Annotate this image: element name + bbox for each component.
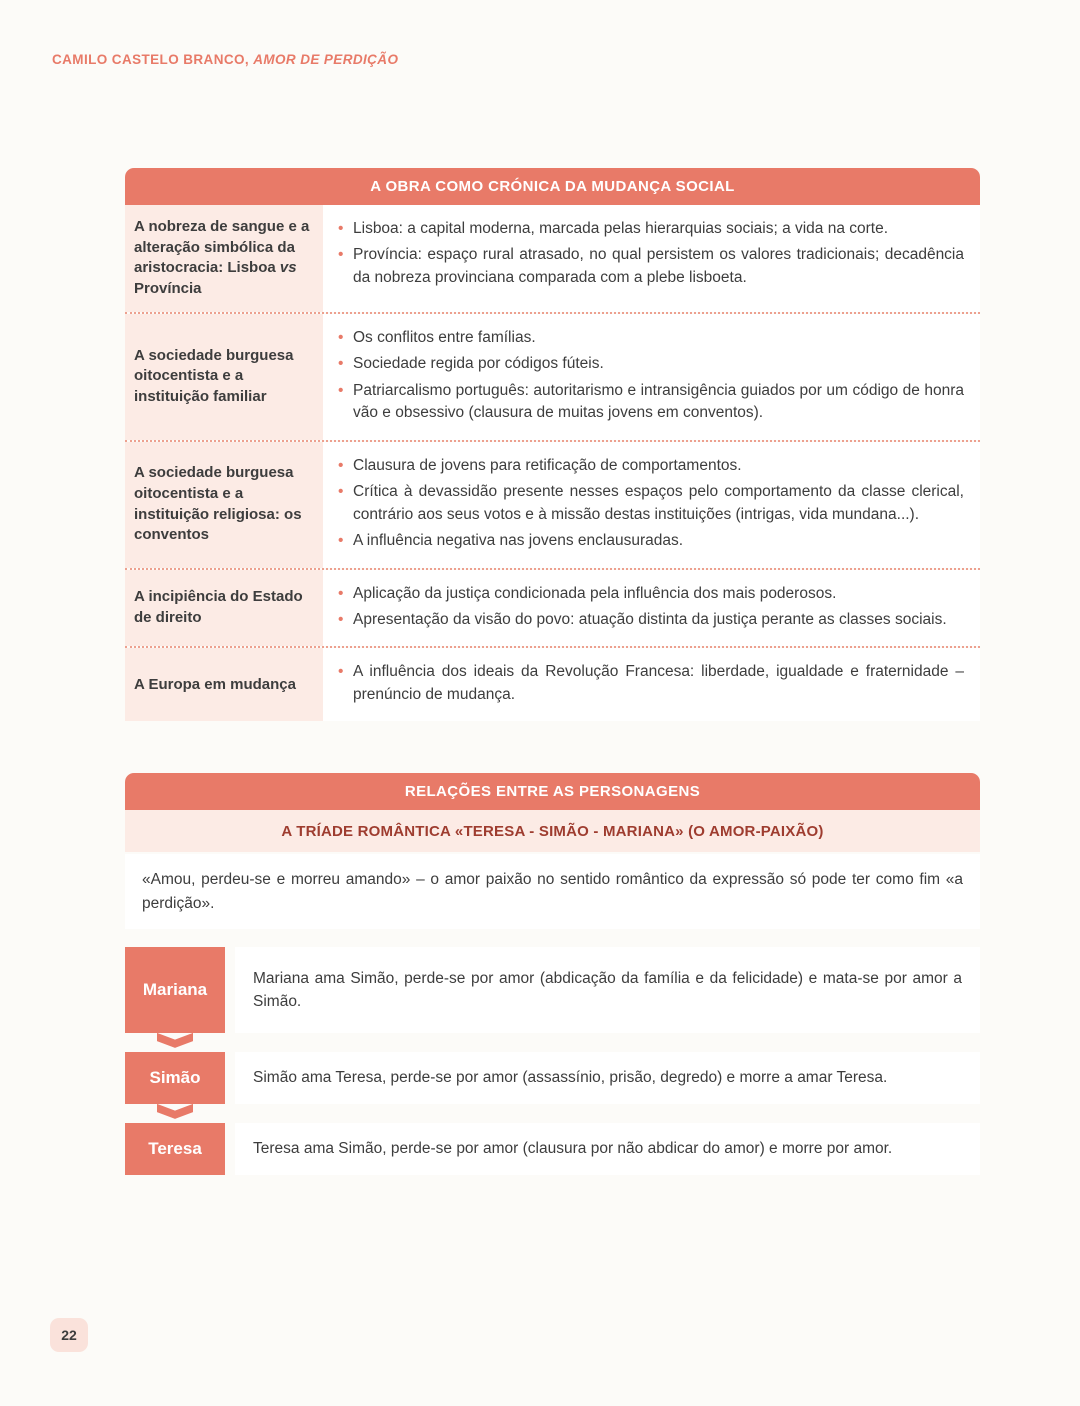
bullet-point: • Aplicação da justiça condicionada pela influência dos mais poderosos. (337, 583, 964, 605)
row-topic (125, 314, 323, 440)
triad-subtitle: A TRÍADE ROMÂNTICA «TERESA - SIMÃO - MARIANA» (O AMOR-PAIXÃO) (125, 810, 980, 852)
row-points-cell (323, 442, 980, 568)
table-row (125, 205, 980, 312)
table-row (125, 312, 980, 440)
table-row (125, 646, 980, 721)
bullet-list (337, 455, 964, 553)
bullet-point: • Sociedade regida por códigos fúteis. (337, 353, 964, 375)
character-name: Mariana (125, 947, 225, 1033)
bullet-point: • Clausura de jovens para retificação de comportamentos. (337, 455, 964, 477)
relations-title: RELAÇÕES ENTRE AS PERSONAGENS (125, 773, 980, 810)
book-author: CAMILO CASTELO BRANCO, (52, 52, 254, 67)
chevron-down-icon (157, 1033, 193, 1048)
row-topic-text: A nobreza de sangue e a alteração simbólica da aristocracia: Lisboa vs Província (134, 218, 310, 298)
characters-list (125, 947, 980, 1175)
chevron-down-icon (157, 1104, 193, 1119)
quote-box: «Amou, perdeu-se e morreu amando» – o amor paixão no sentido romântico da expressão só pode ter como fim «a perdição». (125, 854, 980, 929)
character-description: Teresa ama Simão, perde-se por amor (clausura por não abdicar do amor) e morre por amor. (235, 1123, 980, 1175)
bullet-point: • Província: espaço rural atrasado, no qual persistem os valores tradicionais; decadência da nobreza provinciana comparada com a plebe lisboeta. (337, 244, 964, 289)
row-points-cell (323, 570, 980, 647)
row-topic (125, 442, 323, 568)
table-row (125, 440, 980, 568)
social-change-table (125, 168, 980, 721)
character-label-wrap (125, 1052, 225, 1104)
row-topic (125, 570, 323, 647)
row-points-cell (323, 314, 980, 440)
social-table-rows (125, 205, 980, 721)
bullet-point: • A influência negativa nas jovens enclausuradas. (337, 530, 964, 552)
bullet-point: • Os conflitos entre famílias. (337, 327, 964, 349)
bullet-point: • A influência dos ideais da Revolução Francesa: liberdade, igualdade e fraternidade – prenúncio de mudança. (337, 661, 964, 706)
row-topic (125, 205, 323, 312)
character-label-wrap (125, 1123, 225, 1175)
bullet-list (337, 661, 964, 706)
content-column (125, 168, 980, 1194)
bullet-point: • Apresentação da visão do povo: atuação distinta da justiça perante as classes sociais. (337, 609, 964, 631)
row-topic-text: A Europa em mudança (134, 675, 296, 693)
row-topic-text: A incipiência do Estado de direito (134, 588, 303, 626)
character-row (125, 1123, 980, 1175)
character-name: Teresa (125, 1123, 225, 1175)
row-topic-text: A sociedade burguesa oitocentista e a instituição religiosa: os conventos (134, 464, 302, 544)
character-row (125, 1052, 980, 1104)
row-topic-text: A sociedade burguesa oitocentista e a instituição familiar (134, 346, 294, 406)
book-header (52, 52, 398, 67)
character-label-wrap (125, 947, 225, 1033)
page-number-label: 22 (61, 1327, 77, 1343)
bullet-point: • Patriarcalismo português: autoritarismo e intransigência guiados por um código de honra vão e obsessivo (clausura de muitas jovens em conventos). (337, 380, 964, 425)
social-table-title: A OBRA COMO CRÓNICA DA MUDANÇA SOCIAL (125, 168, 980, 205)
character-description: Mariana ama Simão, perde-se por amor (abdicação da família e da felicidade) e mata-se por amor a Simão. (235, 947, 980, 1033)
row-points-cell (323, 205, 980, 312)
relations-section (125, 773, 980, 1175)
book-title: AMOR DE PERDIÇÃO (253, 52, 399, 67)
character-row (125, 947, 980, 1033)
bullet-point: • Crítica à devassidão presente nesses espaços pelo comportamento da classe clerical, contrário aos seus votos e à missão destas instituições (intrigas, vida mundana...). (337, 481, 964, 526)
bullet-list (337, 218, 964, 289)
table-row (125, 568, 980, 647)
bullet-list (337, 327, 964, 425)
character-name: Simão (125, 1052, 225, 1104)
bullet-list (337, 583, 964, 632)
page-number (50, 1318, 88, 1352)
row-topic (125, 648, 323, 721)
row-points-cell (323, 648, 980, 721)
character-description: Simão ama Teresa, perde-se por amor (assassínio, prisão, degredo) e morre a amar Teresa. (235, 1052, 980, 1104)
bullet-point: • Lisboa: a capital moderna, marcada pelas hierarquias sociais; a vida na corte. (337, 218, 964, 240)
